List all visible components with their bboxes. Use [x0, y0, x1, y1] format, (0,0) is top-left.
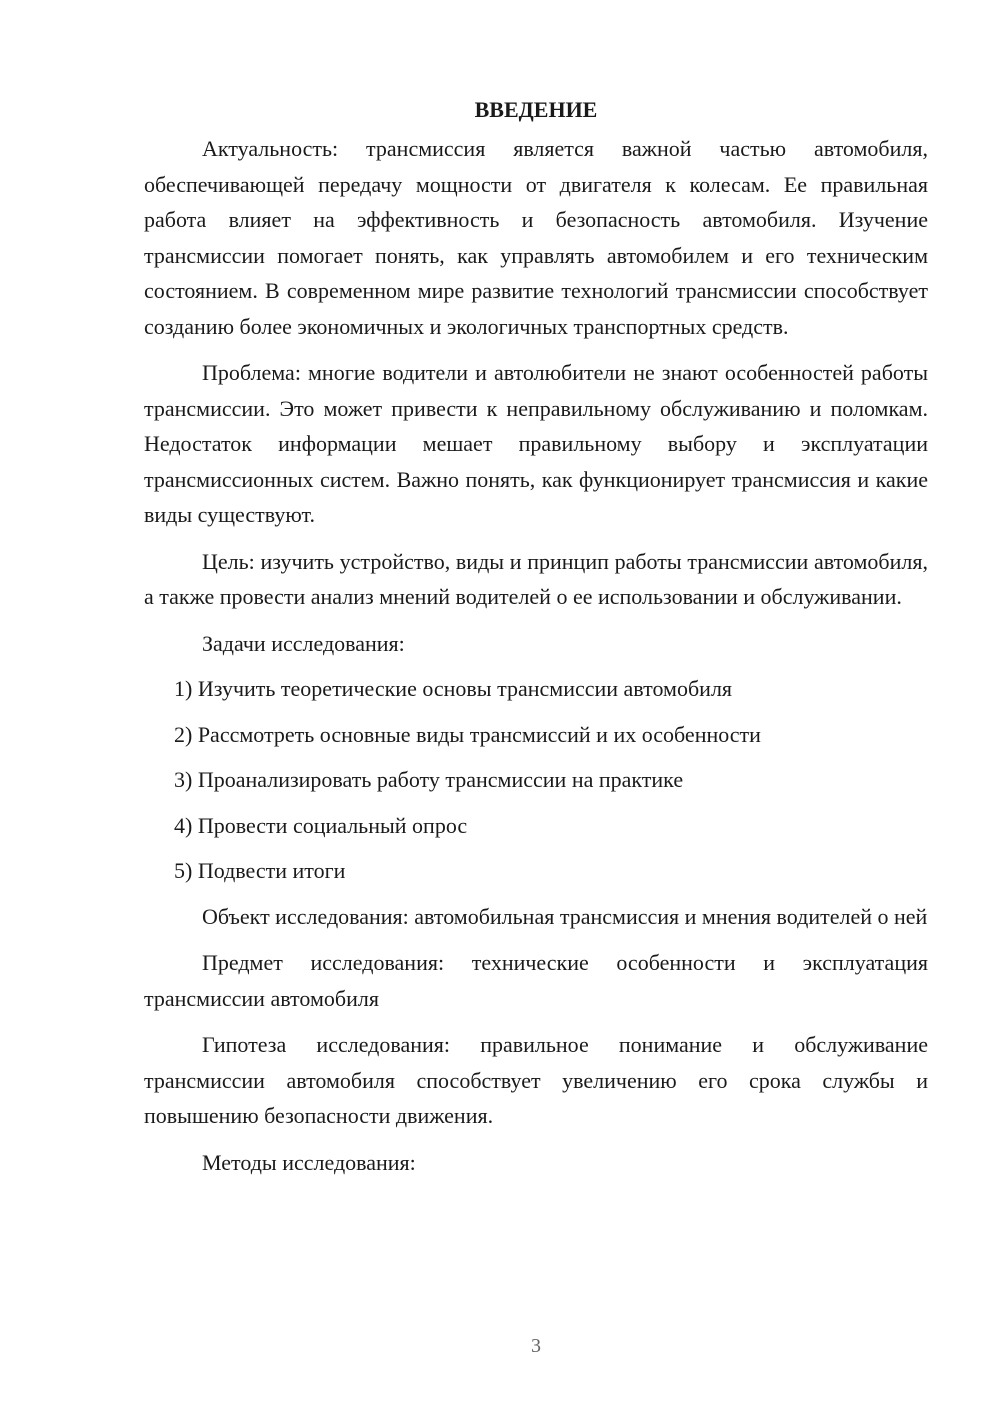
paragraph-object: Объект исследования: автомобильная трансмиссия и мнения водителей о ней [202, 903, 928, 929]
page-title: ВВЕДЕНИЕ [474, 97, 598, 122]
paragraph-methods: Методы исследования: [202, 1149, 416, 1175]
paragraph-problem: Проблема: многие водители и автолюбители не знают особенностей работы трансмиссии. Это может привести к неправильному обслуживанию и поломкам. Недостаток информации мешает правильному выбору и эксплуатации трансмиссионных систем. Важно понять, как функционирует трансмиссия и какие виды существуют. [144, 360, 928, 527]
paragraph-goal: Цель: изучить устройство, виды и принцип работы трансмиссии автомобиля, а также провести анализ мнений водителей о ее использовании и обслуживании. [144, 548, 928, 609]
paragraph-hypothesis: Гипотеза исследования: правильное понимание и обслуживание трансмиссии автомобиля способствует увеличению его срока службы и повышению безопасности движения. [144, 1032, 928, 1128]
page-number: 3 [531, 1335, 541, 1357]
task-item: 1) Изучить теоретические основы трансмиссии автомобиля [174, 676, 733, 701]
tasks-list [144, 671, 928, 889]
tasks-label: Задачи исследования: [202, 630, 405, 656]
document-page [144, 92, 928, 1191]
task-item: 2) Рассмотреть основные виды трансмиссий и их особенности [174, 721, 761, 747]
task-item: 5) Подвести итоги [174, 858, 346, 883]
task-item: 4) Провести социальный опрос [174, 812, 468, 838]
paragraph-relevance: Актуальность: трансмиссия является важной частью автомобиля, обеспечивающей передачу мощности от двигателя к колесам. Ее правильная работа влияет на эффективность и безопасность автомобиля. Изучение трансмиссии помогает понять, как управлять автомобилем и его техническим состоянием. В современном мире развитие технологий трансмиссии способствует созданию более экономичных и экологичных транспортных средств. [144, 136, 928, 339]
task-item: 3) Проанализировать работу трансмиссии на практике [174, 767, 684, 792]
paragraph-subject: Предмет исследования: технические особенности и эксплуатация трансмиссии автомобиля [144, 950, 928, 1011]
